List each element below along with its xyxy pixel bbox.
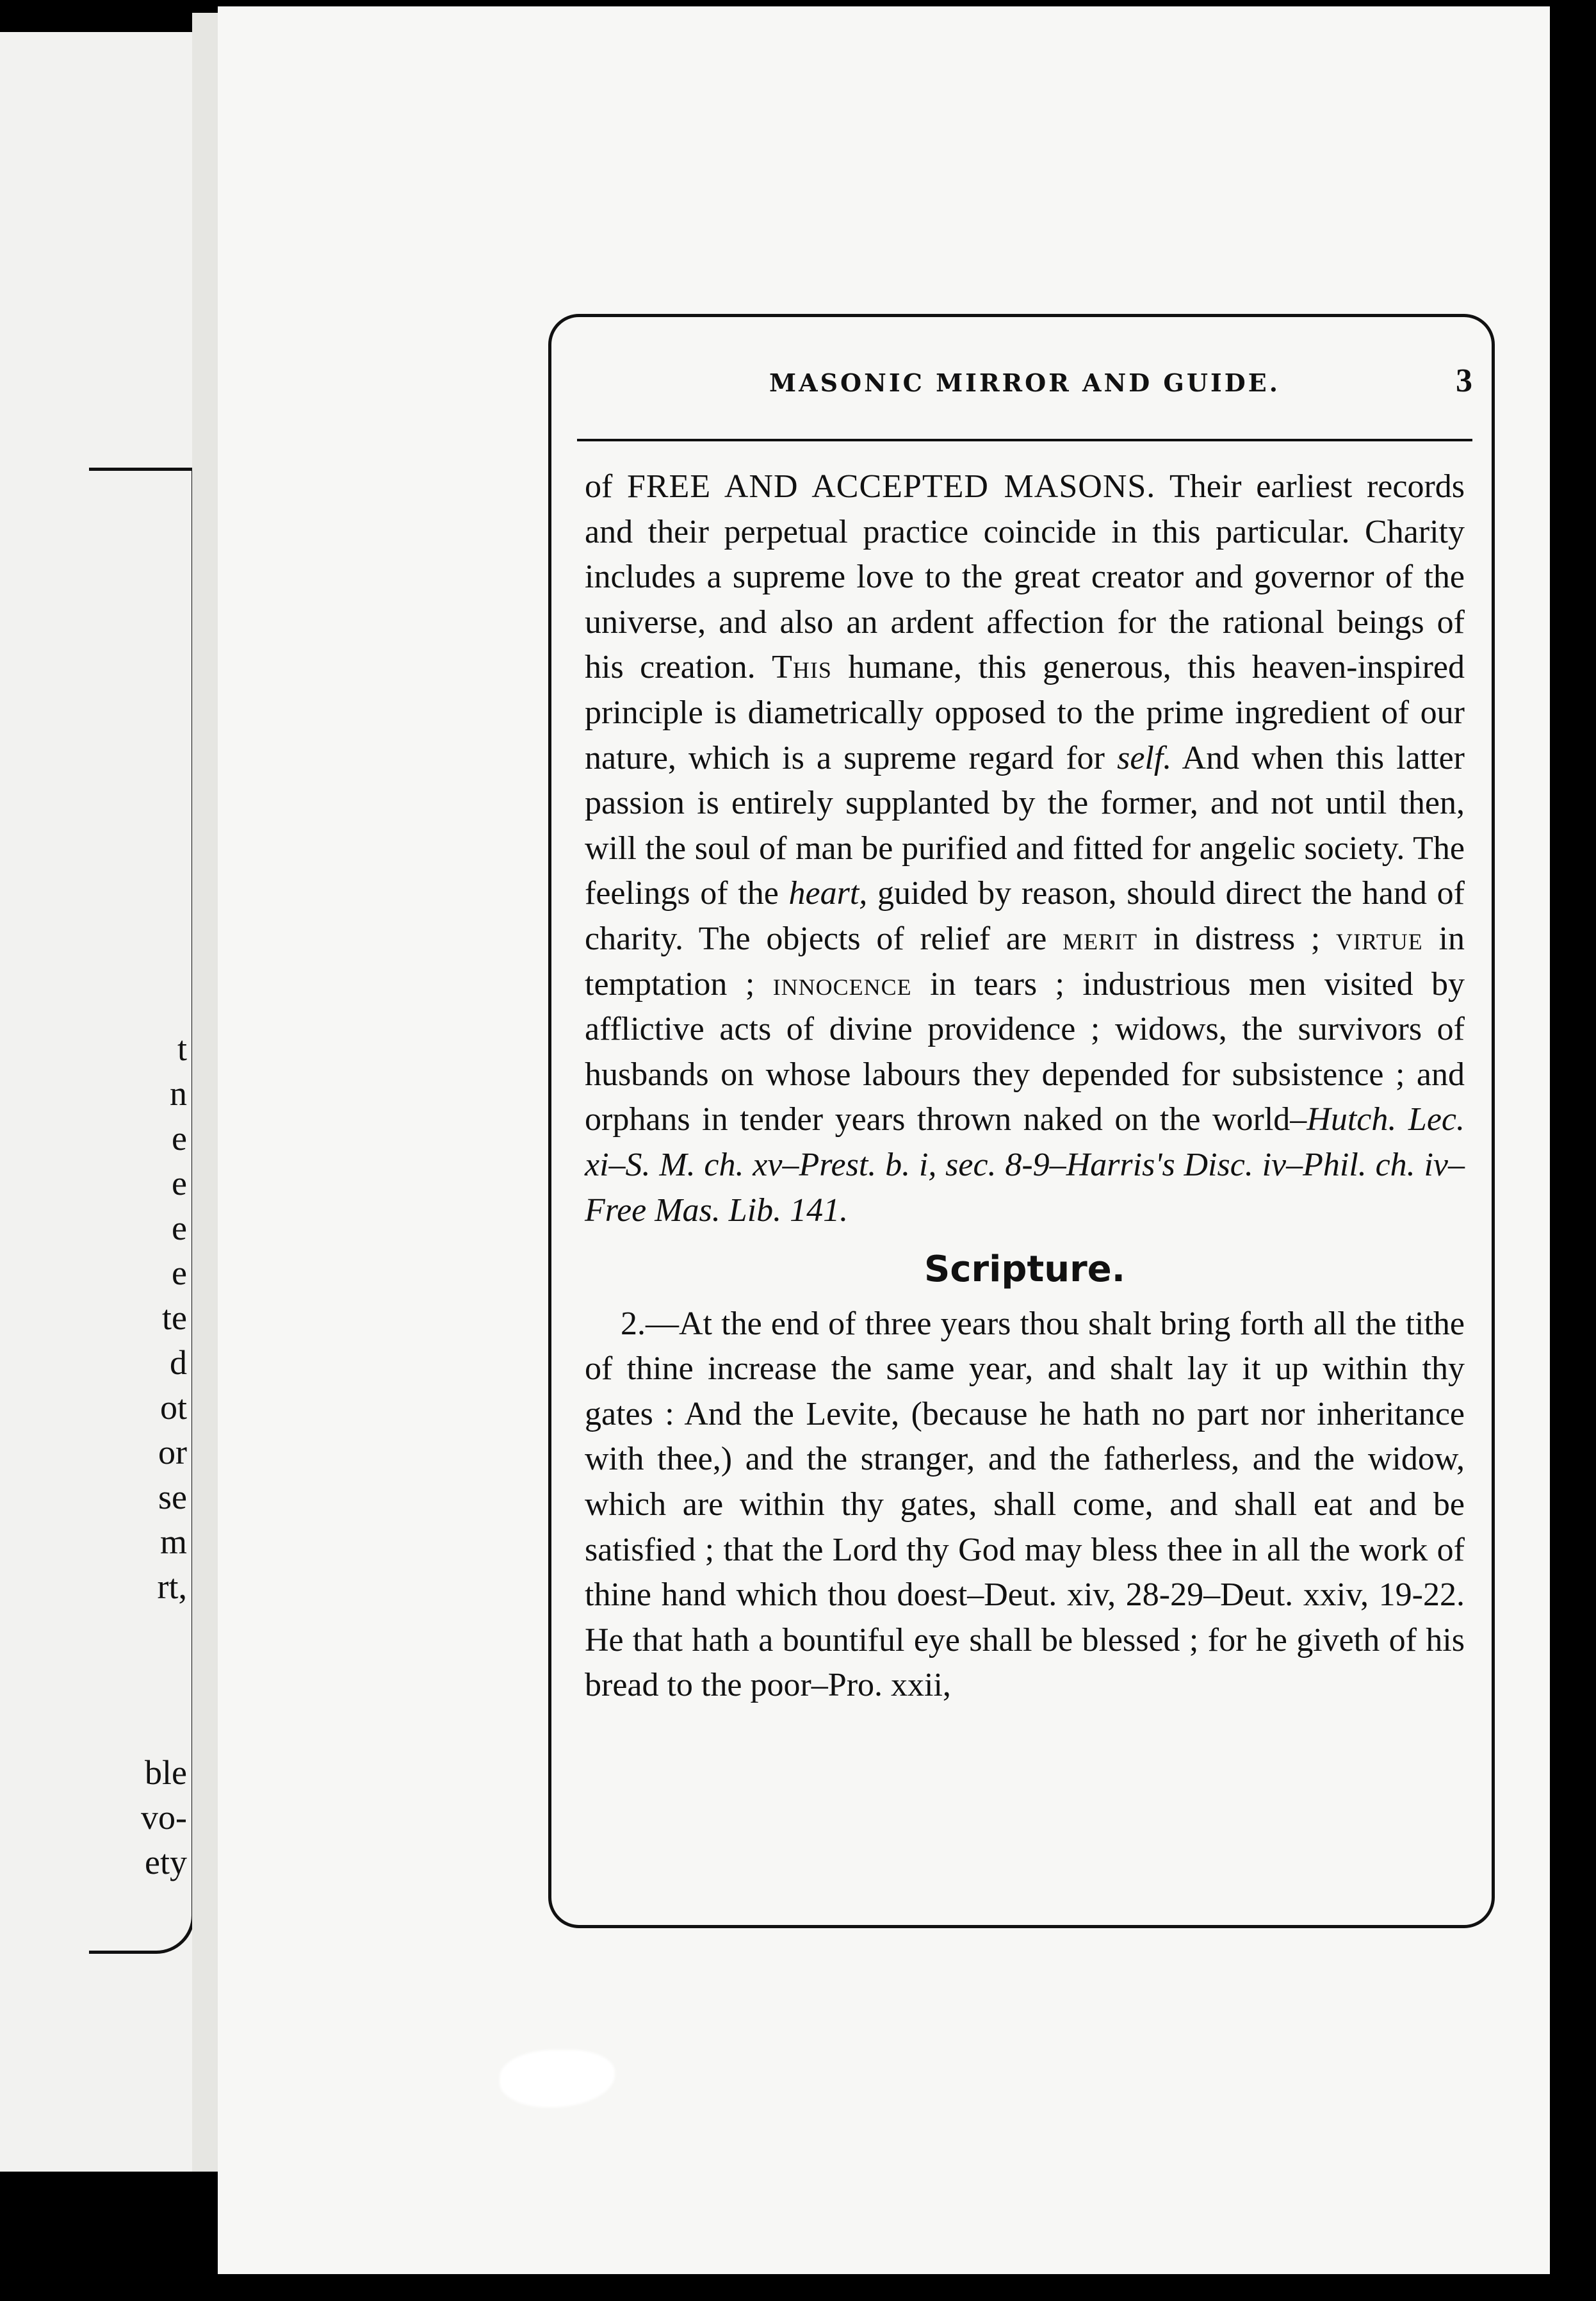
facing-page-fragment: rt, (157, 1568, 187, 1606)
text-run: in distress ; (1137, 920, 1336, 957)
section-heading-scripture: Scripture. (924, 1249, 1125, 1291)
facing-page-fragment: d (170, 1343, 187, 1382)
text-run: humane, this generous, this heaven-inspired principle is diametrically opposed to the prime ingredient of our nature, which is a supreme regard for (585, 649, 1465, 776)
paragraph-charity: of FREE AND ACCEPTED MASONS. Their earliest records and their perpetual practice coincide in this particular. Charity includes a supreme love to the great creator and governor of the universe, and also an ardent affection for the rational beings of his creation. This humane, this generous, this heaven-inspired principle is diametrically opposed to the prime ingredient of our nature, which is a supreme regard for self. And when this latter passion is entirely supplanted by the former, and not until then, will the soul of man be purified and fitted for angelic society. The feelings of the heart, guided by reason, should direct the hand of charity. The objects of relief are merit in distress ; virtue in temptation ; innocence in tears ; industrious men visited by afflictive acts of divine providence ; widows, the survivors of husbands on whose labours they depended for subsistence ; and orphans in tender years thrown naked on the world–Hutch. Lec. xi–S. M. ch. xv–Prest. b. i, sec. 8-9–Harris's Disc. iv–Phil. ch. iv–Free Mas. Lib. 141. (585, 468, 1465, 1229)
facing-page-fragment: t (177, 1029, 187, 1068)
page-border-frame (548, 314, 1495, 1928)
small-caps-merit: merit (1063, 920, 1138, 957)
facing-page (0, 32, 195, 2172)
facing-page-fragment: ble (145, 1753, 187, 1792)
facing-page-fragment: te (162, 1298, 187, 1337)
paper-blemish (500, 2050, 615, 2108)
facing-page-fragment: e (172, 1254, 187, 1292)
book-page (218, 6, 1550, 2274)
facing-page-fragment: e (172, 1119, 187, 1158)
facing-page-fragment: e (172, 1209, 187, 1247)
facing-page-fragment: ot (159, 1388, 187, 1427)
text-run: guided by reason, should direct the hand of charity. The objects of relief are (585, 875, 1465, 957)
facing-page-fragment: or (158, 1433, 187, 1471)
facing-page-fragment: vo- (141, 1798, 187, 1837)
facing-page-fragment: e (172, 1164, 187, 1202)
small-caps-virtue: virtue (1335, 920, 1423, 957)
page-header (577, 363, 1472, 441)
facing-page-fragment: m (159, 1523, 187, 1561)
facing-page-fragment: se (158, 1478, 187, 1516)
scan-background (0, 2172, 218, 2301)
running-head: MASONIC MIRROR AND GUIDE. (769, 368, 1280, 397)
references: Hutch. Lec. xi–S. M. ch. xv–Prest. b. i, sec. 8-9–Harris's Disc. iv–Phil. ch. iv–Free Mas. Lib. 141. (585, 1101, 1465, 1229)
small-caps-this: This (772, 649, 832, 686)
small-caps-free-masons: FREE AND ACCEPTED MASONS. (626, 468, 1156, 505)
small-caps-innocence: innocence (772, 965, 912, 1003)
page-number: 3 (1456, 363, 1472, 399)
page-body (585, 464, 1465, 1708)
paragraph-scripture: 2.—At the end of three years thou shalt bring forth all the tithe of thine increase the same year, and shalt lay it up within thy gates : And the Levite, (because he hath no part nor inheritance with thee,) and the stranger, and the fatherless, and the widow, which are within thy gates, shall come, and shall eat and be satisfied ; that the Lord thy God may bless thee in all the work of thine hand which thou doest–Deut. xiv, 28-29–Deut. xxiv, 19-22. He that hath a bountiful eye shall be blessed ; for he giveth of his bread to the poor–Pro. xxii, (585, 1305, 1465, 1704)
italic-heart: heart, (788, 875, 868, 912)
facing-page-fragment: n (170, 1074, 187, 1113)
text-run: And when this latter passion is entirely supplanted by the former, and not until then, will the soul of man be purified and fitted for angelic society. The feelings of the (585, 739, 1465, 912)
text-run: in temptation ; (585, 920, 1465, 1003)
facing-page-fragment: ety (145, 1843, 187, 1881)
italic-self: self. (1117, 739, 1172, 776)
text-run: in tears ; industrious men visited by afflictive acts of divine providence ; widows, the survivors of husbands on whose labours they depended for subsistence ; and orphans in tender years thrown naked on the world– (585, 965, 1465, 1138)
text-run: Their earliest records and their perpetual practice coincide in this particular. Charity includes a supreme love to the great creator and governor of the universe, and also an ardent affection for the rational beings of his creation. (585, 468, 1465, 686)
